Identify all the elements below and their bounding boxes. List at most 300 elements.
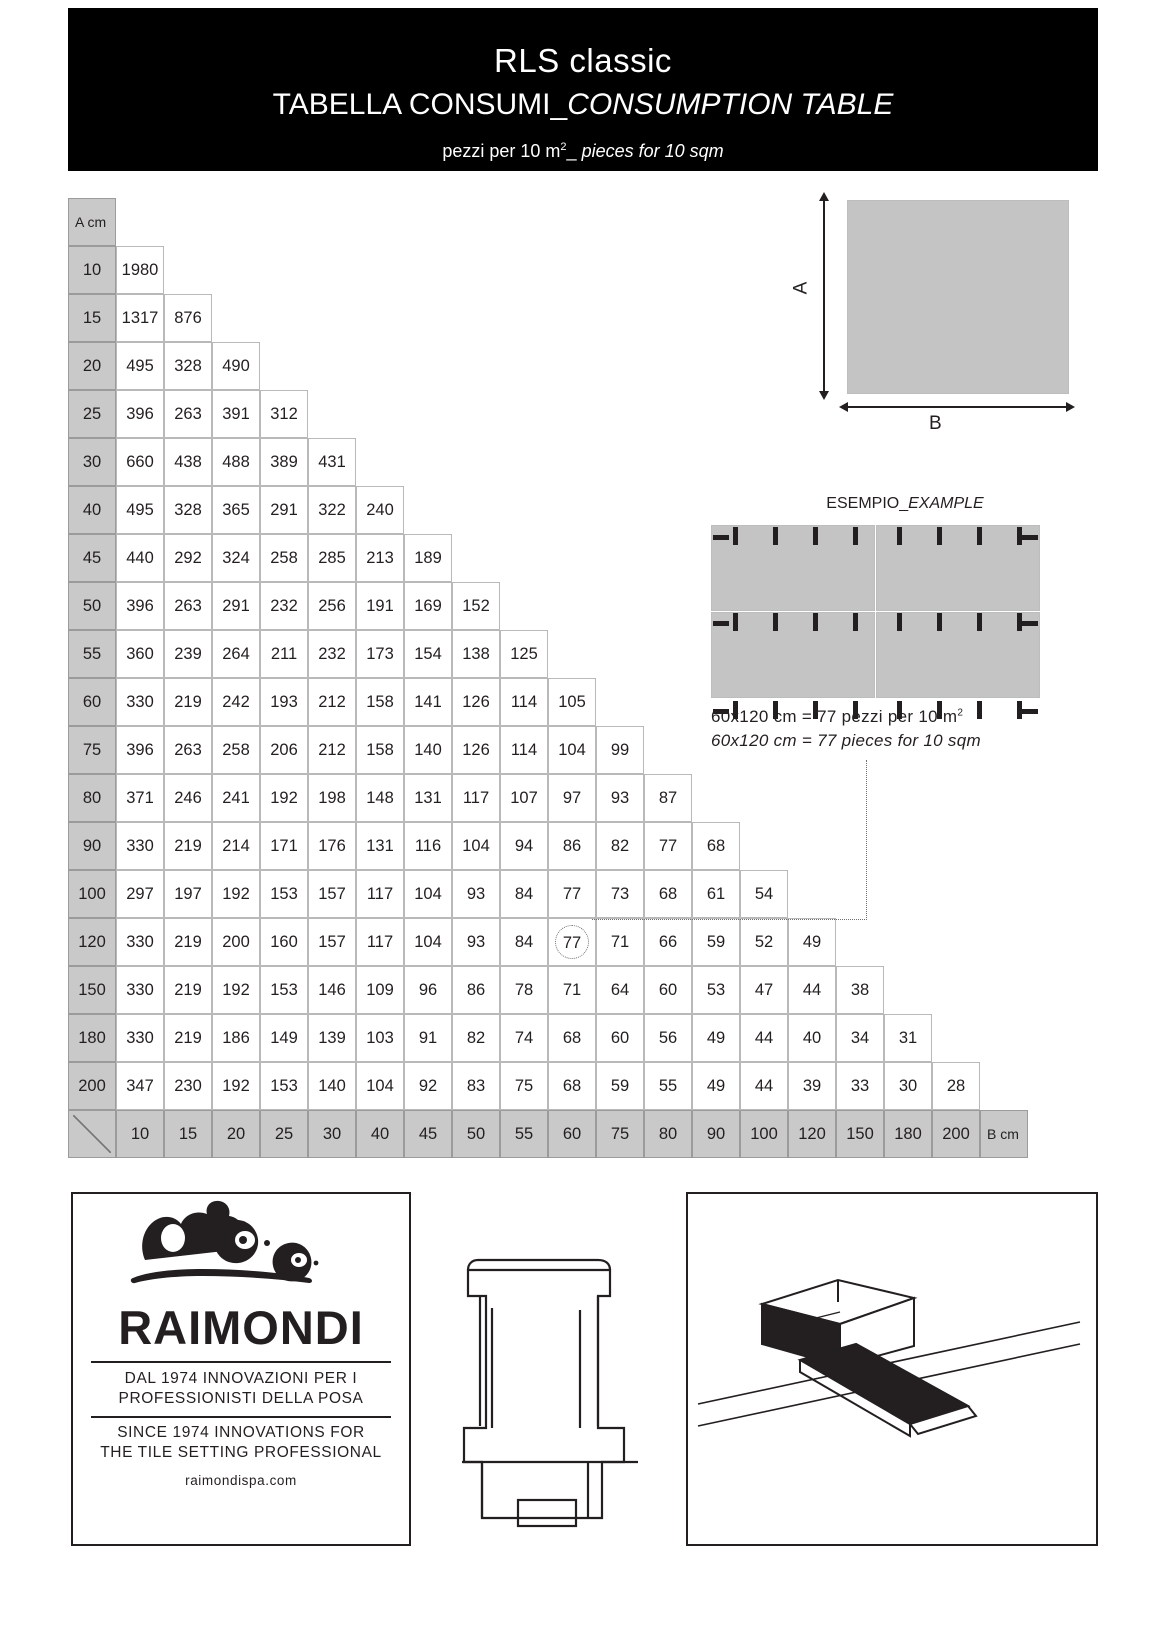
page-units [68,142,1098,160]
spacer-cell [644,198,692,246]
cell-50x50: 152 [452,582,500,630]
spacer-clip [733,613,738,631]
cell-100x100: 54 [740,870,788,918]
brand-name: RAIMONDI [118,1301,364,1354]
cell-200x200: 28 [932,1062,980,1110]
spacer-clip [813,613,818,631]
spacer-cell [260,198,308,246]
cell-120x25: 160 [260,918,308,966]
cell-55x55: 125 [500,630,548,678]
cell-180x55: 74 [500,1014,548,1062]
row-header-55: 55 [68,630,116,678]
page-subtitle-en: CONSUMPTION TABLE [567,88,894,121]
col-header-90: 90 [692,1110,740,1158]
spacer-cell [500,582,548,630]
spacer-clip [1022,709,1038,714]
spacer-cell [836,918,884,966]
table-row [68,918,1028,966]
cell-120x45: 104 [404,918,452,966]
cell-60x30: 212 [308,678,356,726]
spacer-cell [548,390,596,438]
spacer-cell [932,918,980,966]
col-header-50: 50 [452,1110,500,1158]
cell-200x180: 30 [884,1062,932,1110]
tagline-it-line1: DAL 1974 INNOVAZIONI PER I [124,1370,358,1387]
units-it: pezzi per 10 m [442,141,561,161]
cell-150x75: 64 [596,966,644,1014]
cell-45x30: 285 [308,534,356,582]
page-subtitle-it: TABELLA CONSUMI_ [272,88,568,121]
spacer-cell [644,630,692,678]
cell-50x25: 232 [260,582,308,630]
cell-180x30: 139 [308,1014,356,1062]
cell-200x50: 83 [452,1062,500,1110]
cell-180x20: 186 [212,1014,260,1062]
cell-55x20: 264 [212,630,260,678]
spacer-clip [773,527,778,545]
cell-200x120: 39 [788,1062,836,1110]
spacer-cell [596,342,644,390]
label-b: B [929,413,942,434]
cell-80x10: 371 [116,774,164,822]
cell-55x40: 173 [356,630,404,678]
row-header-15: 15 [68,294,116,342]
corner-label-b: B cm [980,1110,1028,1158]
cell-120x50: 93 [452,918,500,966]
cell-75x45: 140 [404,726,452,774]
cell-180x25: 149 [260,1014,308,1062]
page-title: RLS classic [494,42,672,79]
spacer-cell [788,294,836,342]
col-header-25: 25 [260,1110,308,1158]
cell-100x45: 104 [404,870,452,918]
spacer-cell [404,294,452,342]
cell-30x15: 438 [164,438,212,486]
spacer-clip [773,613,778,631]
cell-20x20: 490 [212,342,260,390]
cell-180x60: 68 [548,1014,596,1062]
row-header-50: 50 [68,582,116,630]
spacer-cell [932,966,980,1014]
leader-line-vertical [866,760,867,920]
row-header-80: 80 [68,774,116,822]
cell-60x15: 219 [164,678,212,726]
cell-90x60: 86 [548,822,596,870]
cell-180x120: 40 [788,1014,836,1062]
spacer-cell [884,390,932,438]
mascot-illustration [73,1194,409,1298]
spacer-cell [404,486,452,534]
cell-15x15: 876 [164,294,212,342]
spacer-cell [356,246,404,294]
cell-50x20: 291 [212,582,260,630]
cell-90x75: 82 [596,822,644,870]
cell-180x150: 34 [836,1014,884,1062]
tagline-it [73,1369,409,1410]
cell-180x45: 91 [404,1014,452,1062]
cell-120x10: 330 [116,918,164,966]
spacer-cell [788,342,836,390]
cell-150x50: 86 [452,966,500,1014]
spacer-clip [977,527,982,545]
cell-75x50: 126 [452,726,500,774]
cell-60x40: 158 [356,678,404,726]
cell-120x40: 117 [356,918,404,966]
cell-75x10: 396 [116,726,164,774]
spacer-cell [596,198,644,246]
spacer-cell [932,870,980,918]
spacer-cell [452,486,500,534]
cell-200x100: 44 [740,1062,788,1110]
clip-perspective-panel [686,1192,1098,1546]
spacer-cell [452,534,500,582]
spacer-cell [548,294,596,342]
cell-60x10: 330 [116,678,164,726]
cell-100x90: 61 [692,870,740,918]
cell-55x25: 211 [260,630,308,678]
cell-80x30: 198 [308,774,356,822]
cell-150x120: 44 [788,966,836,1014]
cell-25x25: 312 [260,390,308,438]
cell-200x40: 104 [356,1062,404,1110]
spacer-cell [596,678,644,726]
spacer-cell [980,966,1028,1014]
col-header-15: 15 [164,1110,212,1158]
spacer-cell [740,390,788,438]
row-header-20: 20 [68,342,116,390]
tagline-en-line2: THE TILE SETTING PROFESSIONAL [100,1444,382,1462]
cell-55x10: 360 [116,630,164,678]
col-header-100: 100 [740,1110,788,1158]
cell-25x20: 391 [212,390,260,438]
cell-120x30: 157 [308,918,356,966]
example-title-en: EXAMPLE [908,495,984,512]
cell-80x25: 192 [260,774,308,822]
row-header-120: 120 [68,918,116,966]
spacer-cell [692,774,740,822]
spacer-cell [980,1014,1028,1062]
spacer-cell [692,390,740,438]
col-header-80: 80 [644,1110,692,1158]
spacer-cell [644,342,692,390]
spacer-cell [500,438,548,486]
cell-80x20: 241 [212,774,260,822]
spacer-cell [596,630,644,678]
cell-50x15: 263 [164,582,212,630]
spacer-cell [740,774,788,822]
cell-75x15: 263 [164,726,212,774]
spacer-cell [644,294,692,342]
example-caption-en: 60x120 cm = 77 pieces for 10 sqm [711,731,981,750]
cell-10x10: 1980 [116,246,164,294]
cell-100x20: 192 [212,870,260,918]
spacer-cell [788,198,836,246]
spacer-clip [897,613,902,631]
tile-diagram [847,200,1069,394]
cell-200x30: 140 [308,1062,356,1110]
spacer-cell [692,198,740,246]
spacer-cell [740,198,788,246]
cell-80x45: 131 [404,774,452,822]
spacer-cell [980,726,1028,774]
spacer-cell [500,246,548,294]
cell-90x50: 104 [452,822,500,870]
row-header-100: 100 [68,870,116,918]
logo-panel [71,1192,411,1546]
spacer-cell [836,822,884,870]
spacer-cell [884,438,932,486]
spacer-cell [548,534,596,582]
cell-200x45: 92 [404,1062,452,1110]
spacer-cell [452,342,500,390]
cell-40x10: 495 [116,486,164,534]
cell-90x10: 330 [116,822,164,870]
spacer-cell [980,822,1028,870]
cell-50x10: 396 [116,582,164,630]
tagline-en [73,1423,409,1464]
spacer-cell [692,294,740,342]
cell-180x10: 330 [116,1014,164,1062]
cell-25x15: 263 [164,390,212,438]
corner-diagonal [68,1110,116,1158]
spacer-cell [452,246,500,294]
spacer-cell [740,294,788,342]
col-header-40: 40 [356,1110,404,1158]
spacer-cell [212,198,260,246]
cell-150x90: 53 [692,966,740,1014]
cell-100x75: 73 [596,870,644,918]
spacer-clip [897,527,902,545]
cell-40x20: 365 [212,486,260,534]
col-header-150: 150 [836,1110,884,1158]
spacer-cell [740,438,788,486]
example-caption-it-text: 60x120 cm = 77 pezzi per 10 m [711,707,958,726]
spacer-cell [836,438,884,486]
cell-120x60 [548,918,596,966]
cell-100x30: 157 [308,870,356,918]
cell-90x20: 214 [212,822,260,870]
spacer-cell [116,198,164,246]
cell-50x30: 256 [308,582,356,630]
spacer-cell [452,438,500,486]
cell-20x15: 328 [164,342,212,390]
cell-90x25: 171 [260,822,308,870]
spacer-clip [937,613,942,631]
spacer-cell [308,390,356,438]
cell-55x45: 154 [404,630,452,678]
cell-120x100: 52 [740,918,788,966]
label-a: A [790,281,812,295]
spacer-cell [740,822,788,870]
cell-75x60: 104 [548,726,596,774]
cell-180x180: 31 [884,1014,932,1062]
cell-100x15: 197 [164,870,212,918]
cell-120x90: 59 [692,918,740,966]
spacer-cell [356,342,404,390]
col-header-60: 60 [548,1110,596,1158]
cell-200x15: 230 [164,1062,212,1110]
cell-100x50: 93 [452,870,500,918]
cell-100x40: 117 [356,870,404,918]
row-header-45: 45 [68,534,116,582]
cell-75x20: 258 [212,726,260,774]
spacer-clip [713,535,729,540]
spacer-cell [404,342,452,390]
row-header-180: 180 [68,1014,116,1062]
spacer-cell [836,870,884,918]
cell-180x40: 103 [356,1014,404,1062]
row-header-200: 200 [68,1062,116,1110]
spacer-cell [500,294,548,342]
spacer-cell [548,630,596,678]
example-title [790,495,1020,513]
spacer-cell [548,582,596,630]
cell-200x10: 347 [116,1062,164,1110]
cell-55x30: 232 [308,630,356,678]
spacer-cell [788,822,836,870]
cell-180x90: 49 [692,1014,740,1062]
cell-150x100: 47 [740,966,788,1014]
spacer-cell [404,438,452,486]
spacer-cell [596,390,644,438]
cell-40x40: 240 [356,486,404,534]
spacer-cell [548,198,596,246]
spacer-cell [212,246,260,294]
cell-90x55: 94 [500,822,548,870]
spacer-cell [692,438,740,486]
cell-200x20: 192 [212,1062,260,1110]
spacer-cell [500,342,548,390]
spacer-cell [980,390,1028,438]
table-row [68,870,1028,918]
cell-90x30: 176 [308,822,356,870]
col-header-120: 120 [788,1110,836,1158]
col-header-30: 30 [308,1110,356,1158]
cell-90x90: 68 [692,822,740,870]
row-header-90: 90 [68,822,116,870]
corner-label-a: A cm [68,198,116,246]
logo-divider-2 [91,1416,391,1418]
spacer-cell [788,870,836,918]
clip-front-illustration [430,1200,670,1545]
row-header-10: 10 [68,246,116,294]
spacer-cell [644,486,692,534]
spacer-clip [813,527,818,545]
cell-120x120: 49 [788,918,836,966]
cell-100x55: 84 [500,870,548,918]
col-header-10: 10 [116,1110,164,1158]
cell-80x15: 246 [164,774,212,822]
spacer-cell [452,198,500,246]
spacer-clip [1022,535,1038,540]
cell-100x60: 77 [548,870,596,918]
spacer-cell [932,438,980,486]
spacer-cell [500,198,548,246]
row-header-150: 150 [68,966,116,1014]
cell-180x75: 60 [596,1014,644,1062]
spacer-cell [836,774,884,822]
page-subtitle [68,90,1098,120]
cell-55x15: 239 [164,630,212,678]
cell-200x90: 49 [692,1062,740,1110]
col-header-20: 20 [212,1110,260,1158]
spacer-cell [260,342,308,390]
table-row [68,966,1028,1014]
example-caption-sup: 2 [957,707,964,719]
spacer-cell [356,294,404,342]
leader-line-horizontal [592,919,867,920]
cell-15x10: 1317 [116,294,164,342]
spacer-cell [548,342,596,390]
cell-45x45: 189 [404,534,452,582]
spacer-cell [596,534,644,582]
spacer-cell [932,1014,980,1062]
cell-60x25: 193 [260,678,308,726]
cell-80x80: 87 [644,774,692,822]
cell-45x10: 440 [116,534,164,582]
cell-120x75: 71 [596,918,644,966]
cell-60x45: 141 [404,678,452,726]
table-row [68,774,1028,822]
example-caption-it [711,707,963,727]
units-en: pieces for 10 sqm [581,141,724,161]
col-header-200: 200 [932,1110,980,1158]
spacer-cell [500,534,548,582]
spacer-cell [404,198,452,246]
spacer-cell [260,294,308,342]
spacer-cell [884,822,932,870]
spacer-cell [740,246,788,294]
spacer-cell [356,438,404,486]
col-header-55: 55 [500,1110,548,1158]
col-header-180: 180 [884,1110,932,1158]
spacer-cell [500,486,548,534]
cell-150x150: 38 [836,966,884,1014]
cell-180x100: 44 [740,1014,788,1062]
cell-150x80: 60 [644,966,692,1014]
cell-30x10: 660 [116,438,164,486]
spacer-clip [977,701,982,719]
spacer-cell [644,438,692,486]
cell-20x10: 495 [116,342,164,390]
cell-40x25: 291 [260,486,308,534]
units-separator: _ [566,141,582,161]
cell-75x75: 99 [596,726,644,774]
cell-75x55: 114 [500,726,548,774]
spacer-cell [980,774,1028,822]
cell-50x45: 169 [404,582,452,630]
spacer-cell [692,342,740,390]
spacer-cell [404,390,452,438]
spacer-cell [260,246,308,294]
cell-200x75: 59 [596,1062,644,1110]
spacer-cell [884,966,932,1014]
page-header [68,8,1098,171]
cell-75x25: 206 [260,726,308,774]
cell-60x55: 114 [500,678,548,726]
cell-90x40: 131 [356,822,404,870]
row-header-25: 25 [68,390,116,438]
cell-50x40: 191 [356,582,404,630]
example-layout-diagram [711,525,1041,700]
row-header-75: 75 [68,726,116,774]
cell-120x55: 84 [500,918,548,966]
spacer-clip [853,613,858,631]
spacer-clip [733,527,738,545]
table-row [68,1110,1028,1158]
spacer-cell [884,918,932,966]
cell-90x80: 77 [644,822,692,870]
